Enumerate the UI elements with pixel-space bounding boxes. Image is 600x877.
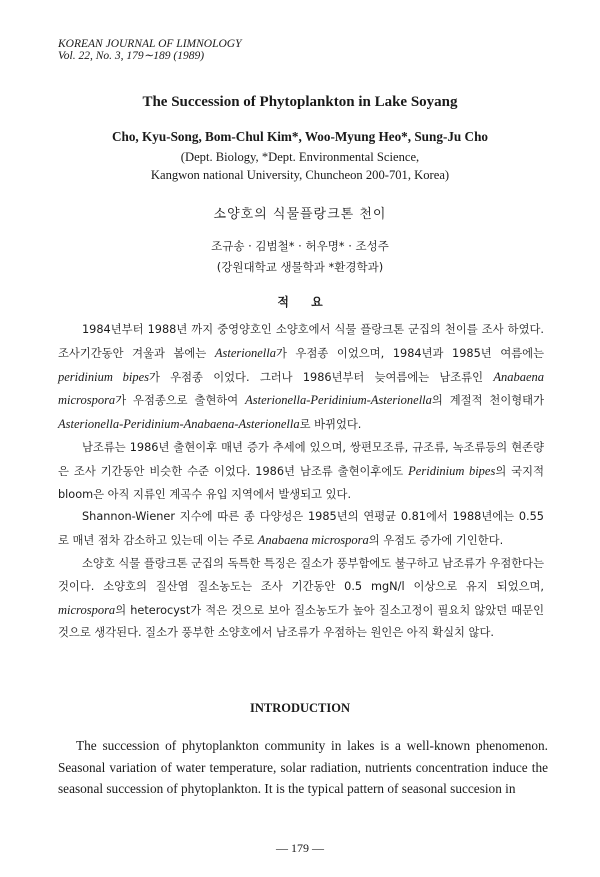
- introduction-paragraph: The succession of phytoplankton community in lakes is a well-known phenomenon. Seasonal variation of water temperature, solar radiation, nutrients concentration induce the seasonal succession of phytoplankton. It is the typical pattern of seasonal succesion in: [58, 738, 548, 797]
- abstract-paragraph-2: [58, 437, 544, 506]
- paper-title: The Succession of Phytoplankton in Lake Soyang: [142, 94, 458, 110]
- abstract-paragraph-4: [58, 553, 544, 645]
- abstract-paragraph-3: [58, 506, 544, 553]
- korean-title: 소양호의 식물플랑크톤 천이: [213, 207, 387, 222]
- journal-volume: Vol. 22, No. 3, 179∼189 (1989): [58, 50, 205, 62]
- journal-name: KOREAN JOURNAL OF LIMNOLOGY: [58, 38, 242, 50]
- abstract-paragraph-1: [58, 319, 544, 437]
- species-name: Anabaena microspora: [257, 533, 369, 548]
- abstract-text: 가 우점종 이었다. 그러나 1986년부터 늦여름에는 남조류인: [149, 370, 494, 384]
- abstract-text: 1984년부터 1988년 까지 중영양호인 소양호에서 식물 플랑크톤 군집의 천이를 조사 하였다. 조사기간동안 겨울과 봄에는: [58, 323, 544, 360]
- abstract-text: 의 우점도 증가에 기인한다.: [368, 534, 504, 548]
- korean-authors: 조규송 · 김범철* · 허우명* · 조성주: [211, 239, 389, 253]
- abstract-text: 의 계절적 천이형태가: [431, 394, 544, 408]
- species-name: Peridinium bipes: [408, 463, 496, 478]
- affiliation-line-1: (Dept. Biology, *Dept. Environmental Science,: [180, 150, 420, 164]
- abstract-text: 남조류는 1986년 출현이후 매년 증가 추세에 있으며, 쌍편모조류, 규조류, 녹조류등의 현존량은 조사 기간동안 비슷한 수준 이었다. 1986년 남조류 출현이후에도: [58, 440, 544, 478]
- species-name: microspora: [58, 602, 116, 617]
- affiliation-line-2: Kangwon national University, Chuncheon 200-701, Korea): [150, 168, 450, 182]
- abstract-text: 가 우점종으로 출현하여: [115, 394, 246, 408]
- abstract-heading: 적 요: [277, 295, 323, 309]
- korean-affiliation: (강원대학교 생물학과 *환경학과): [216, 260, 384, 274]
- abstract-text: 의 heterocyst가 적은 것으로 보아 질소농도가 높아 질소고정이 필요치 않았던 때문인 것으로 생각된다. 질소가 풍부한 소양호에서 남조류가 우점하는 원인은 아직 확실치 않다.: [58, 603, 544, 640]
- abstract-text: 소양호 식물 플랑크톤 군집의 독특한 특징은 질소가 풍부함에도 불구하고 남조류가 우점한다는 것이다. 소양호의 질산염 질소농도는 조사 기간동안 0.5 mgN/l 이상으로 유지 되었으며,: [58, 556, 544, 593]
- page-number: — 179 —: [276, 841, 324, 855]
- abstract-body: [58, 319, 544, 645]
- species-name: Asterionella: [214, 345, 276, 360]
- author-list: Cho, Kyu-Song, Bom-Chul Kim*, Woo-Myung Heo*, Sung-Ju Cho: [111, 129, 489, 144]
- species-name: Asterionella-Peridinium-Asterionella: [245, 393, 432, 408]
- species-name: Anabaena microspora: [58, 369, 544, 408]
- abstract-text: 의 국지적 bloom은 아직 지류인 계곡수 유입 지역에서 발생되고 있다.: [58, 464, 544, 501]
- journal-header: [58, 38, 241, 62]
- abstract-text: 로 바뀌었다.: [299, 418, 362, 432]
- abstract-text: 가 우점종 이었으며, 1984년과 1985년 여름에는: [276, 346, 544, 360]
- species-name: peridinium bipes: [58, 369, 150, 384]
- introduction-heading: INTRODUCTION: [249, 701, 350, 715]
- introduction-body: [58, 735, 548, 800]
- abstract-text: Shannon-Wiener 지수에 따른 종 다양성은 1985년의 연평균 0.81에서 1988년에는 0.55로 매년 점차 감소하고 있는데 이는 주로: [58, 510, 544, 548]
- species-name: Asterionella-Peridinium-Anabaena-Asterionella: [58, 417, 300, 432]
